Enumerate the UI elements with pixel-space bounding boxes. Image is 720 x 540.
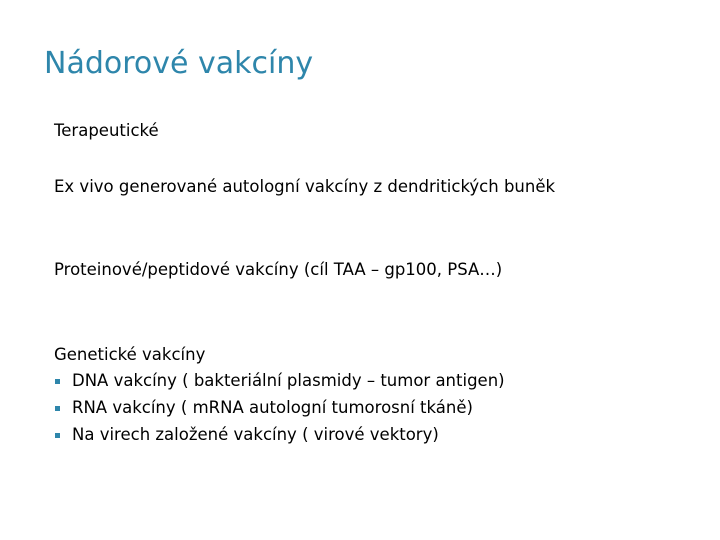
square-bullet-icon — [55, 379, 60, 384]
square-bullet-icon — [55, 406, 60, 411]
list-item-label: DNA vakcíny ( bakteriální plasmidy – tumor antigen) — [72, 371, 505, 390]
genetic-vaccines-heading: Genetické vakcíny — [54, 345, 206, 364]
list-item — [54, 398, 505, 418]
protein-vaccines-detail: (cíl TAA – gp100, PSA…) — [298, 260, 503, 279]
protein-vaccines-item — [54, 260, 502, 280]
square-bullet-icon — [55, 433, 60, 438]
list-item-label: Na virech založené vakcíny ( virové vektory) — [72, 425, 439, 444]
protein-vaccines-label: Proteinové/peptidové vakcíny — [54, 260, 299, 279]
section-heading: Terapeutické — [54, 121, 159, 140]
list-item — [54, 371, 505, 391]
page-title: Nádorové vakcíny — [44, 46, 314, 81]
list-item — [54, 425, 505, 445]
list-item-label: RNA vakcíny ( mRNA autologní tumorosní tkáně) — [72, 398, 473, 417]
ex-vivo-vaccines-item: Ex vivo generované autologní vakcíny z dendritických buněk — [54, 177, 556, 196]
genetic-vaccines-list — [54, 371, 505, 452]
